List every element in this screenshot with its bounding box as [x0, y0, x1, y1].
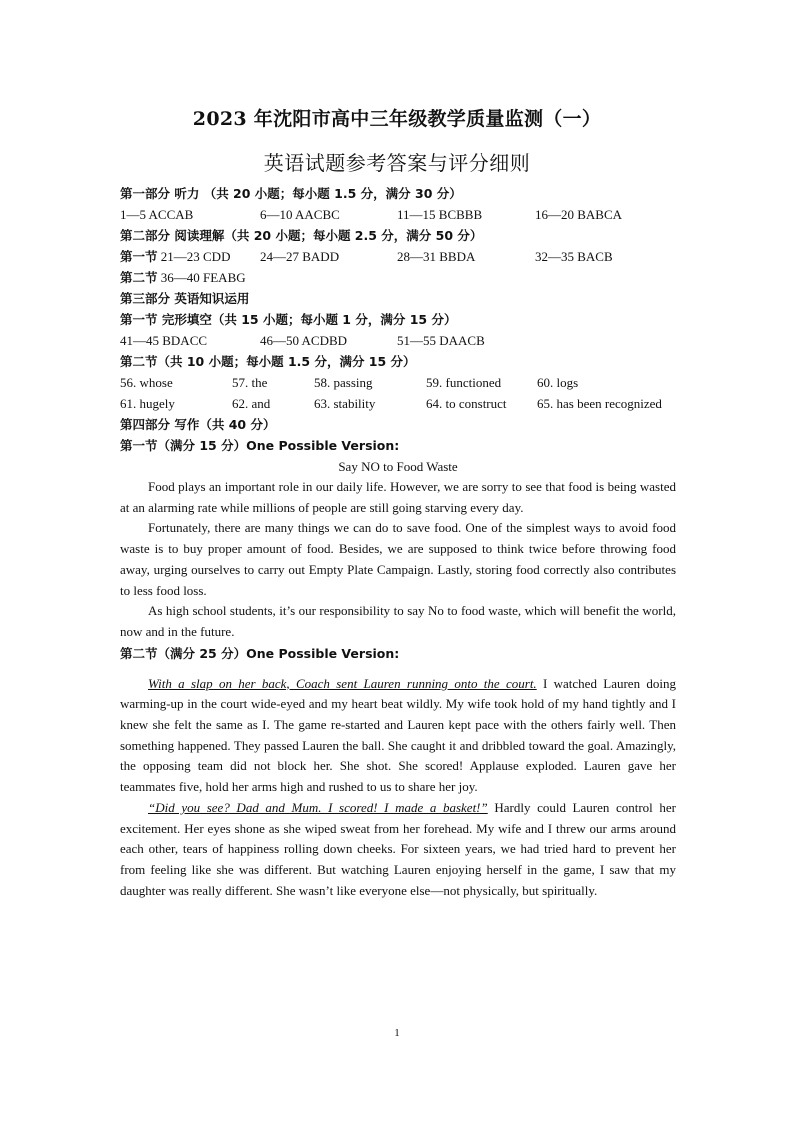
part3-section2-row1: [120, 372, 676, 393]
part2-section1-answers: [120, 246, 676, 267]
story-text: I watched Lauren doing warming-up in the court wide-eyed and my heart beat wildly. My wife took hold of my hand tightly and I knew she felt the same as I. The game re-started and Lauren kept pace with the others fairly well. Then something happened. They passed Lauren the ball. She caught it and dribbled toward the goal. Amazingly, the opposing team did not block her. She shot. She scored! Applause exploded. Lauren gave her teammates five, hold her arms high and rushed to us to share her joy.: [120, 675, 676, 795]
document-title: 2023 年沈阳市高中三年级教学质量监测（一）: [192, 108, 602, 130]
section-label: 第一节: [120, 249, 158, 264]
answer-item: 65. has been recognized: [537, 396, 662, 411]
part4-heading: 第四部分 写作（共 40 分）: [120, 417, 276, 432]
answer-item: 56. whose: [120, 375, 173, 390]
answer-item: 62. and: [232, 396, 271, 411]
answer-group: 16—20 BABCA: [535, 207, 623, 222]
answer-group: 6—10 AACBC: [260, 207, 340, 222]
essay-paragraph: Food plays an important role in our daily life. However, we are sorry to see that food is being wasted at an alarming rate while millions of people are still going starving every day.: [120, 479, 676, 515]
document-subtitle: 英语试题参考答案与评分细则: [263, 151, 531, 175]
part4-section1-heading: 第一节（满分 15 分）One Possible Version:: [120, 438, 400, 453]
part2-section2-answers: [120, 267, 676, 288]
part3-section2-heading: 第二节（共 10 小题；每小题 1.5 分，满分 15 分）: [120, 354, 416, 369]
answer-group: 28—31 BBDA: [397, 249, 476, 264]
part1-answers: [120, 204, 676, 225]
story-paragraph: [120, 674, 676, 798]
part3-section1-answers: [120, 330, 676, 351]
part3-section1-heading: 第一节 完形填空（共 15 小题；每小题 1 分，满分 15 分）: [120, 312, 457, 327]
essay-paragraph: Fortunately, there are many things we can do to save food. One of the simplest ways to avoid food waste is to buy proper amount of food. Besides, we are supposed to think twice before throwing food away, urging ourselves to carry out Empty Plate Campaign. Lastly, storing food correctly also contributes to less food loss.: [120, 520, 676, 598]
answer-item: 63. stability: [314, 396, 376, 411]
answer-group: 36—40 FEABG: [160, 270, 246, 285]
section-label: 第二节: [120, 270, 158, 285]
essay-paragraph: As high school students, it’s our responsibility to say No to food waste, which will benefit the world, now and in the future.: [120, 603, 676, 639]
answer-item: 59. functioned: [426, 375, 502, 390]
answer-group: 24—27 BADD: [260, 249, 340, 264]
answer-group: 32—35 BACB: [535, 249, 613, 264]
story-paragraph: [120, 798, 676, 902]
answer-item: 64. to construct: [426, 396, 507, 411]
part2-heading: 第二部分 阅读理解（共 20 小题；每小题 2.5 分，满分 50 分）: [120, 228, 483, 243]
answer-item: 60. logs: [537, 375, 579, 390]
answer-group: 41—45 BDACC: [120, 333, 208, 348]
answer-item: 58. passing: [314, 375, 373, 390]
answer-group: 21—23 CDD: [160, 249, 231, 264]
answer-item: 61. hugely: [120, 396, 175, 411]
answer-group: 46—50 ACDBD: [260, 333, 348, 348]
answer-item: 57. the: [232, 375, 268, 390]
part1-heading: 第一部分 听力 （共 20 小题；每小题 1.5 分，满分 30 分）: [120, 186, 462, 201]
part3-heading: 第三部分 英语知识运用: [120, 291, 250, 306]
document-content: [120, 183, 676, 901]
answer-group: 1—5 ACCAB: [120, 207, 194, 222]
part3-section2-row2: [120, 393, 676, 414]
essay-title: Say NO to Food Waste: [338, 459, 458, 474]
answer-group: 51—55 DAACB: [397, 333, 485, 348]
story-lead-sentence: With a slap on her back, Coach sent Lauren running onto the court.: [148, 675, 537, 691]
answer-group: 11—15 BCBBB: [397, 207, 483, 222]
part4-section2-heading: 第二节（满分 25 分）One Possible Version:: [120, 645, 400, 661]
story-lead-sentence: “Did you see? Dad and Mum. I scored! I made a basket!”: [148, 799, 488, 815]
story-text: Hardly could Lauren control her excitement. Her eyes shone as she wiped sweat from her forehead. My wife and I threw our arms around each other, tears of happiness rolling down cheeks. For sixteen years, we had tried hard to prevent her from feeling like she was different. But watching Lauren enjoying herself in the game, I saw that my daughter was really different. She wasn’t like everyone else—not physically, but spiritually.: [120, 799, 677, 898]
page-number: 1: [394, 1027, 400, 1039]
